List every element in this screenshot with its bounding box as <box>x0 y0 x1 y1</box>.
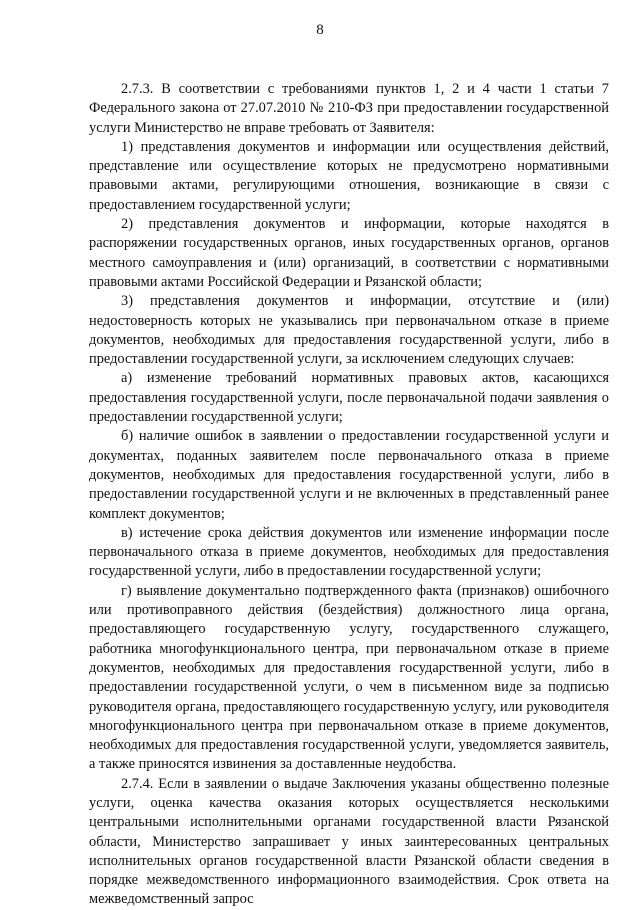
paragraph-item-3: 3) представления документов и информации, отсутствие и (или) недостоверность которых не указывались при первоначальном отказе в приеме документов, необходимых для предоставления государственной услуги, либо в предоставлении государственной услуги, за исключением следующих случаев: <box>89 293 609 368</box>
document-body <box>89 80 609 910</box>
paragraph-item-1: 1) представления документов и информации или осуществления действий, представление или осуществление которых не предусмотрено нормативными правовыми актами, регулирующими отношения, возникающие в связи с предоставлением государственной услуги; <box>89 138 609 213</box>
paragraph-item-b: б) наличие ошибок в заявлении о предоставлении государственной услуги и документах, поданных заявителем после первоначального отказа в приеме документов, необходимых для предоставления государственной услуги, либо в предоставлении государственной услуги и не включенных в представленный ранее комплект документов; <box>89 428 609 522</box>
paragraph-2-7-3: 2.7.3. В соответствии с требованиями пунктов 1, 2 и 4 части 1 статьи 7 Федерального закона от 27.07.2010 № 210-ФЗ при предоставлении государственной услуги Министерство не вправе требовать от Заявителя: <box>89 81 609 136</box>
paragraph-item-2: 2) представления документов и информации, которые находятся в распоряжении государственных органов, иных государственных органов, органов местного самоуправления и (или) организаций, в соответствии с нормативными правовыми актами Российской Федерации и Рязанской области; <box>89 216 609 290</box>
paragraph-item-g: г) выявление документально подтвержденного факта (признаков) ошибочного или противоправного действия (бездействия) должностного лица органа, предоставляющего государственную услугу, государственного служащего, работника многофункционального центра, при первоначальном отказе в приеме документов, необходимых для предоставления государственной услуги, либо в предоставлении государственной услуги, о чем в письменном виде за подписью руководителя органа, предоставляющего государственную услугу, или руководителя многофункционального центра при первоначальном отказе в приеме документов, необходимых для предоставления государственной услуги, уведомляется заявитель, а также приносятся извинения за доставленные неудобства. <box>89 582 609 773</box>
page-number: 8 <box>316 22 324 38</box>
paragraph-item-a: а) изменение требований нормативных правовых актов, касающихся предоставления государственной услуги, после первоначальной подачи заявления о предоставлении государственной услуги; <box>89 370 609 426</box>
paragraph-item-v: в) истечение срока действия документов или изменение информации после первоначального отказа в приеме документов, необходимых для предоставления государственной услуги, либо в предоставлении государственной услуги; <box>89 524 609 580</box>
paragraph-2-7-4: 2.7.4. Если в заявлении о выдаче Заключения указаны общественно полезные услуги, оценка качества оказания которых осуществляется несколькими центральными исполнительными органами государственной власти Рязанской области, Министерство запрашивает у иных заинтересованных центральных исполнительных органов государственной власти Рязанской области сведения в порядке межведомственного информационного взаимодействия. Срок ответа на межведомственный запрос <box>89 775 609 908</box>
